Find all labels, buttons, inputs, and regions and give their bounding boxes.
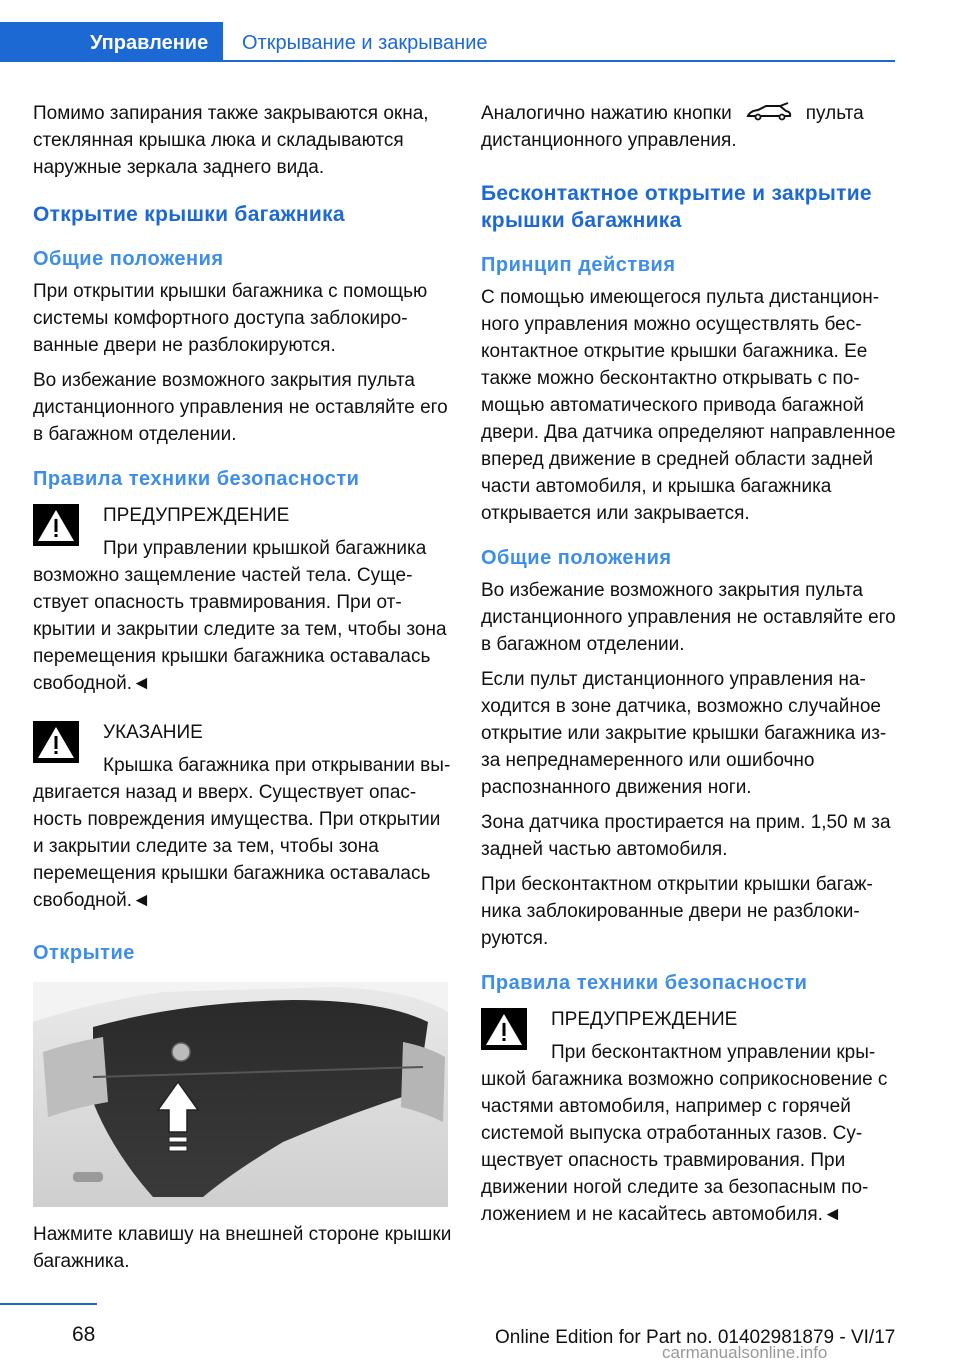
- notice-title: УКАЗАНИЕ: [103, 722, 203, 743]
- page-number: 68: [72, 1323, 96, 1346]
- heading-safety: Правила техники безопасности: [33, 468, 360, 490]
- notice-block: [33, 719, 453, 914]
- heading-contactless: Бесконтактное открытие и закрытие крышки багажника: [481, 182, 872, 232]
- heading-principle: Принцип действия: [481, 254, 676, 276]
- general-right-paragraph-1: Во избежание возможного закрытия пульта дистанционного управления не оставляйте его в багажном отделении.: [481, 580, 896, 655]
- remote-text-before: Аналогично нажатию кнопки: [481, 103, 732, 124]
- general-paragraph-1: При открытии крышки багажника с помощью системы комфортного доступа заблокированные двери не разблокируются.: [33, 281, 428, 356]
- principle-paragraph: С помощью имеющегося пульта дистанционного управления можно осуществлять бесконтактное открытие крышки багажника. Ее также можно бесконтактно открывать с помощью автоматического привода багажной двери. Два датчика определяют направленное вперед движение в средней области задней части автомобиля, и крышка багажника открывается или закрывается.: [481, 287, 896, 524]
- page-header: [0, 22, 895, 62]
- section-tab: Управление: [0, 22, 223, 62]
- warning-text-right: При бесконтактном управлении крышкой багажника возможно соприкосновение с частями автомобиля, например с горячей системой выпуска отработанных газов. Существует опасность травмирования. При движении ногой следите за безопасным положением и не касайтесь автомобиля.◄: [481, 1042, 888, 1225]
- heading-general-right: Общие положения: [481, 547, 672, 569]
- footer-rule: [0, 1303, 97, 1305]
- opening-caption: Нажмите клавишу на внешней стороне крышки багажника.: [33, 1224, 452, 1272]
- subsection-tab: Открывание и закрывание: [242, 32, 488, 54]
- general-right-paragraph-3: Зона датчика простирается на прим. 1,50 м за задней частью автомобиля.: [481, 812, 891, 860]
- notice-text: Крышка багажника при открывании выдвигается назад и вверх. Существует опасность повреждения имущества. При открытии и закрытии следите за тем, чтобы зона перемещения крышки багажника оставалась свободной.◄: [33, 755, 451, 911]
- intro-paragraph: Помимо запирания также закрываются окна, стеклянная крышка люка и складываются наружные зеркала заднего вида.: [33, 103, 429, 178]
- remote-paragraph: [481, 100, 901, 154]
- warning-title: ПРЕДУПРЕЖДЕНИЕ: [103, 505, 290, 526]
- general-paragraph-2: Во избежание возможного закрытия пульта дистанционного управления не оставляйте его в багажном отделении.: [33, 370, 448, 445]
- warning-text: При управлении крышкой багажника возможно защемление частей тела. Существует опасность травмирования. При открытии и закрытии следите за тем, чтобы зона перемещения крышки багажника оставалась свободной.◄: [33, 538, 447, 694]
- general-right-paragraph-4: При бесконтактном открытии крышки багажника заблокированные двери не разблокируются.: [481, 874, 873, 949]
- warning-triangle-icon: [481, 1008, 527, 1050]
- warning-title-right: ПРЕДУПРЕЖДЕНИЕ: [551, 1009, 738, 1030]
- remote-text-after: пульта дистанционного управления.: [481, 103, 864, 151]
- page-footer: [0, 1303, 960, 1362]
- heading-opening: Открытие: [33, 942, 135, 964]
- warning-triangle-icon: [33, 721, 79, 763]
- heading-safety-right: Правила техники безопасности: [481, 972, 808, 994]
- warning-block: [33, 502, 453, 697]
- left-column: [33, 100, 453, 1283]
- warning-block-right: [481, 1006, 901, 1228]
- edition-label: Online Edition for Part no. 01402981879 - VI/17: [495, 1327, 896, 1348]
- header-rule: [223, 60, 895, 62]
- warning-triangle-icon: [33, 504, 79, 546]
- watermark: carmanualsonline.info: [662, 1343, 828, 1362]
- heading-general: Общие положения: [33, 248, 224, 270]
- right-column: [481, 100, 901, 1236]
- general-right-paragraph-2: Если пульт дистанционного управления находится в зоне датчика, возможно случайное открытие или закрытие крышки багажника из-за непреднамеренного или ошибочно распознанного движения ноги.: [481, 669, 887, 798]
- heading-trunk-opening: Открытие крышки багажника: [33, 203, 345, 226]
- car-trunk-open-icon: [746, 102, 792, 122]
- trunk-button-illustration: [33, 982, 448, 1207]
